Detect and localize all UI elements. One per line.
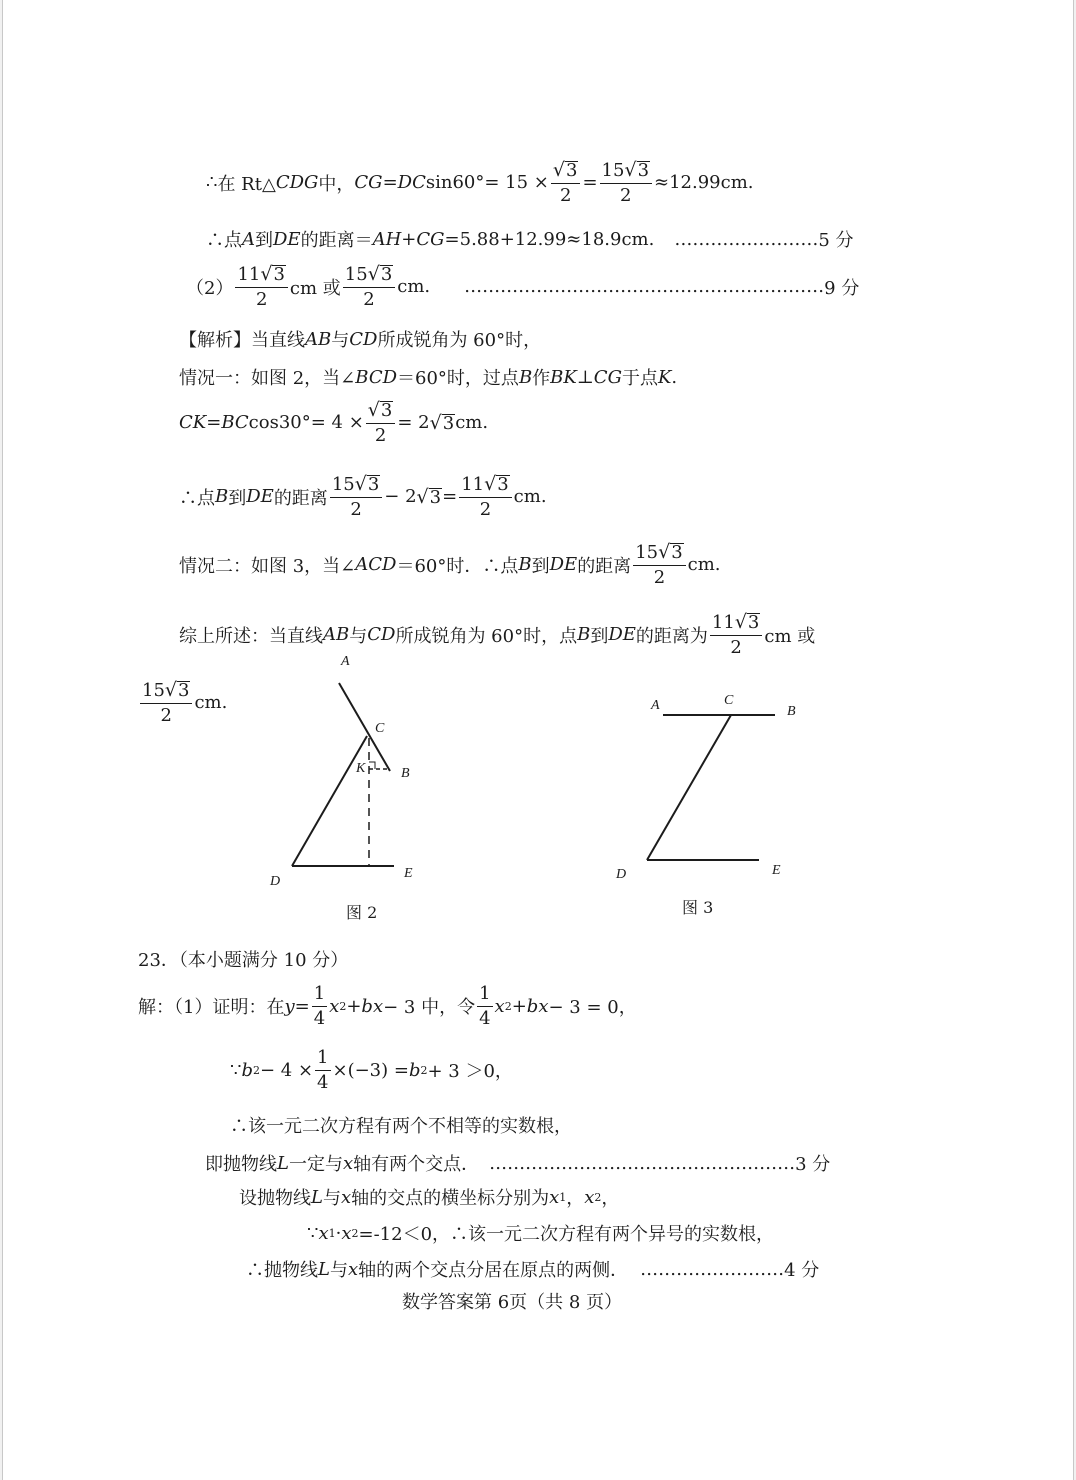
radical: √ (552, 159, 565, 181)
text: cm 或 (289, 277, 341, 299)
text: 解：（1）证明：在 (138, 997, 285, 1019)
radicand: 3 (671, 542, 683, 563)
text: b (241, 1059, 253, 1081)
text: K (657, 366, 672, 388)
radical: √ (734, 611, 747, 633)
subscript: 2 (351, 1226, 359, 1240)
text: + (511, 995, 527, 1017)
leader-dots: …………………… (674, 228, 819, 250)
radicand: 3 (442, 412, 455, 434)
text: · (335, 1222, 342, 1244)
denominator: 2 (559, 184, 572, 206)
text: cm. (687, 554, 721, 576)
text: CD (349, 328, 378, 350)
text: =5.88+12.99≈18.9cm. (444, 228, 655, 250)
subscript: 1 (328, 1226, 336, 1240)
denominator: 2 (160, 704, 172, 726)
denominator: 2 (374, 424, 387, 446)
text: − 3 中，令 (383, 997, 476, 1019)
text: ⊥ (576, 366, 594, 388)
text: 情况一：如图 2，当∠ (179, 368, 356, 389)
text: x (347, 1258, 359, 1280)
text: ≈12.99cm. (654, 172, 754, 194)
line-product-roots (307, 1220, 774, 1246)
fig2-label-e: E (404, 866, 413, 881)
denominator: 2 (479, 498, 492, 520)
text: ∵ (307, 1222, 319, 1244)
text: AB (305, 328, 332, 350)
text: = (294, 995, 310, 1017)
text: 【解析】当直线 (179, 330, 305, 351)
text: . (671, 366, 678, 388)
text: x (584, 1186, 595, 1208)
text: 与 (329, 1260, 348, 1281)
radicand: 3 (429, 486, 442, 508)
text: bx (526, 995, 549, 1017)
text: 轴有两个交点． (353, 1154, 480, 1175)
leader-dots: …………………… (640, 1258, 785, 1280)
radicand: 3 (566, 160, 578, 181)
radicand: 3 (637, 160, 650, 181)
text: B (577, 624, 591, 646)
text: 轴的两个交点分居在原点的两侧． (358, 1260, 629, 1281)
text: BC (221, 412, 249, 434)
text: ∴点 (179, 487, 215, 509)
text: 轴的交点的横坐标分别为 (351, 1188, 550, 1209)
fraction (477, 984, 492, 1029)
text: − 3 = 0， (548, 997, 637, 1019)
text: CK (179, 412, 207, 434)
text: DC (397, 172, 426, 194)
exponent: 2 (339, 999, 347, 1013)
exponent: 2 (252, 1063, 260, 1077)
radicand: 3 (380, 400, 393, 421)
fig2-label-k: K (356, 761, 366, 776)
radicand: 3 (178, 680, 190, 701)
text: 到 (255, 230, 273, 251)
text: 23．（本小题满分 10 分） (138, 950, 349, 971)
text: 一定与 (288, 1154, 343, 1175)
text: − 2 (384, 486, 417, 508)
text: AB (323, 624, 350, 646)
line-set-roots (239, 1184, 619, 1210)
text: x (318, 1222, 329, 1244)
fig2-line-cd (292, 736, 367, 866)
text: B (518, 554, 532, 576)
coef: 11 (237, 264, 261, 285)
text: B (518, 366, 533, 388)
text: L (277, 1152, 289, 1174)
coef: 15 (635, 542, 659, 563)
text: = (442, 486, 458, 508)
radical: √ (624, 159, 637, 181)
radical: √ (354, 473, 367, 495)
radical: √ (367, 399, 380, 421)
radical: √ (367, 263, 380, 285)
fraction (312, 984, 327, 1029)
text: − 4 × (259, 1059, 314, 1081)
fig3-label-b: B (787, 704, 796, 719)
footer-text: 数学答案第 6页（共 8 页） (402, 1292, 623, 1313)
fig2-label-c: C (375, 721, 385, 736)
text: A (242, 228, 255, 250)
line-origin-sides (246, 1256, 819, 1282)
radical: √ (429, 411, 442, 434)
numerator: 1 (315, 1048, 330, 1071)
question-23-title (138, 946, 348, 972)
text: CG (354, 172, 383, 194)
fig2-label-d: D (270, 874, 281, 889)
text: = (382, 172, 398, 194)
radical: √ (416, 485, 429, 508)
fig2-caption: 图 2 (346, 903, 378, 922)
text: 即抛物线 (205, 1154, 277, 1175)
radical: √ (658, 541, 671, 563)
subscript: 1 (559, 1190, 567, 1204)
text: + (346, 995, 362, 1017)
coef: 15 (344, 264, 368, 285)
text: 到 (590, 625, 609, 647)
text: 所成锐角为 60°时，点 (395, 625, 578, 647)
text: 所成锐角为 60°时， (377, 330, 542, 351)
text: CG (593, 366, 622, 388)
text: x (329, 995, 340, 1017)
text: x (342, 1152, 354, 1174)
text: cm. (455, 412, 489, 434)
radical: √ (260, 263, 273, 285)
text: DE (273, 228, 301, 250)
denominator: 4 (317, 1071, 329, 1093)
text: cos30°= 4 × (248, 412, 364, 434)
coef: 11 (711, 612, 735, 633)
score: 5 分 (818, 230, 854, 251)
text: 中， (318, 173, 355, 195)
text: CDG (275, 172, 319, 194)
radicand: 3 (367, 474, 380, 495)
coef: 15 (331, 474, 355, 495)
radicand: 3 (380, 264, 393, 285)
text: 的距离 (577, 555, 632, 577)
line-intersections (205, 1150, 830, 1176)
text: ＝60°时，过点 (397, 368, 519, 389)
text: AH (372, 228, 402, 250)
denominator: 2 (730, 636, 742, 658)
text: ∴抛物线 (246, 1260, 318, 1281)
text: ， (601, 1188, 620, 1209)
text: 与 (331, 330, 350, 351)
denominator: 4 (479, 1007, 491, 1029)
text: CG (416, 228, 445, 250)
denominator: 2 (620, 184, 632, 206)
fig2-right-angle (369, 762, 375, 769)
page-footer (402, 1288, 622, 1314)
text: y (284, 995, 295, 1017)
text: ∵ (230, 1059, 242, 1081)
text: = (206, 412, 222, 434)
fig3-label-a: A (651, 698, 660, 713)
text: x (549, 1186, 560, 1208)
coef: 11 (461, 474, 485, 495)
text: （2） (186, 277, 234, 299)
text: x (341, 1222, 352, 1244)
text: = (582, 172, 598, 194)
text: ×(−3) = (332, 1059, 409, 1081)
text: DE (549, 554, 578, 576)
numerator: 1 (312, 984, 327, 1007)
line-discriminant (230, 1048, 513, 1093)
text: 的距离为 (635, 625, 708, 647)
score: 3 分 (795, 1154, 831, 1175)
denominator: 2 (350, 498, 362, 520)
leader-dots: …………………………………………… (489, 1152, 796, 1174)
text: cm. (397, 276, 431, 298)
text: bx (361, 995, 384, 1017)
text: 综上所述：当直线 (179, 625, 323, 647)
text: ＝60°时．∴点 (396, 555, 519, 577)
radicand: 3 (273, 264, 285, 285)
text: L (311, 1186, 323, 1208)
denominator: 2 (363, 288, 375, 310)
score: 9 分 (824, 277, 860, 299)
denominator: 2 (255, 288, 268, 310)
text: 情况二：如图 3，当∠ (179, 555, 356, 577)
fig3-line-cd (647, 715, 731, 860)
text: DE (608, 624, 636, 646)
text: 在 Rt△ (217, 173, 276, 195)
text: 设抛物线 (239, 1188, 311, 1209)
exponent: 2 (420, 1063, 428, 1077)
text: + (401, 228, 417, 250)
fig2-label-b: B (401, 766, 410, 781)
text: =-12＜0，∴该一元二次方程有两个异号的实数根， (358, 1224, 775, 1245)
fig3-caption: 图 3 (682, 898, 714, 917)
fig2-label-a: A (341, 654, 350, 669)
text: B (215, 486, 229, 508)
text: ， (566, 1188, 585, 1209)
fig3-label-c: C (724, 693, 734, 708)
text: 到 (228, 487, 247, 509)
text: = 2 (397, 412, 430, 434)
text: L (318, 1258, 330, 1280)
text: CD (367, 624, 396, 646)
text: cm. (194, 692, 228, 714)
therefore-symbol: ∴ (206, 172, 218, 194)
answer-page (2, 0, 1074, 1480)
denominator: 2 (653, 566, 666, 588)
text: 到 (531, 555, 550, 577)
text: ∴点 (206, 230, 242, 251)
text: 的距离＝ (300, 230, 373, 251)
text: 与 (349, 625, 368, 647)
line-solution-1 (138, 984, 637, 1029)
radical: √ (164, 679, 178, 701)
numerator: 1 (477, 984, 492, 1007)
text: 与 (322, 1188, 341, 1209)
text: x (340, 1186, 352, 1208)
text: sin60°= 15 × (425, 172, 549, 194)
fig3-label-e: E (772, 863, 781, 878)
fig3-label-d: D (616, 867, 627, 882)
text: x (494, 995, 505, 1017)
exponent: 2 (504, 999, 512, 1013)
coef: 15 (142, 680, 165, 701)
leader-dots: …………………………………………………… (464, 276, 825, 298)
radicand: 3 (497, 474, 509, 495)
coef: 15 (601, 160, 625, 181)
text: + 3 ＞0， (427, 1061, 513, 1083)
text: ACD (355, 554, 397, 576)
score: 4 分 (784, 1260, 820, 1281)
text: 作 (532, 368, 551, 389)
line-two-roots (230, 1112, 572, 1138)
fraction (315, 1048, 330, 1093)
subscript: 2 (594, 1190, 602, 1204)
text: DE (246, 486, 274, 508)
text: ∴该一元二次方程有两个不相等的实数根， (230, 1116, 572, 1137)
denominator: 4 (313, 1007, 326, 1029)
text: BK (550, 366, 577, 388)
radical: √ (484, 473, 497, 495)
radicand: 3 (747, 612, 760, 633)
text: BCD (355, 366, 398, 388)
text: b (408, 1059, 421, 1081)
text: cm. (513, 486, 547, 508)
text: 于点 (621, 368, 658, 389)
text: cm 或 (764, 625, 816, 647)
text: 的距离 (273, 487, 328, 509)
